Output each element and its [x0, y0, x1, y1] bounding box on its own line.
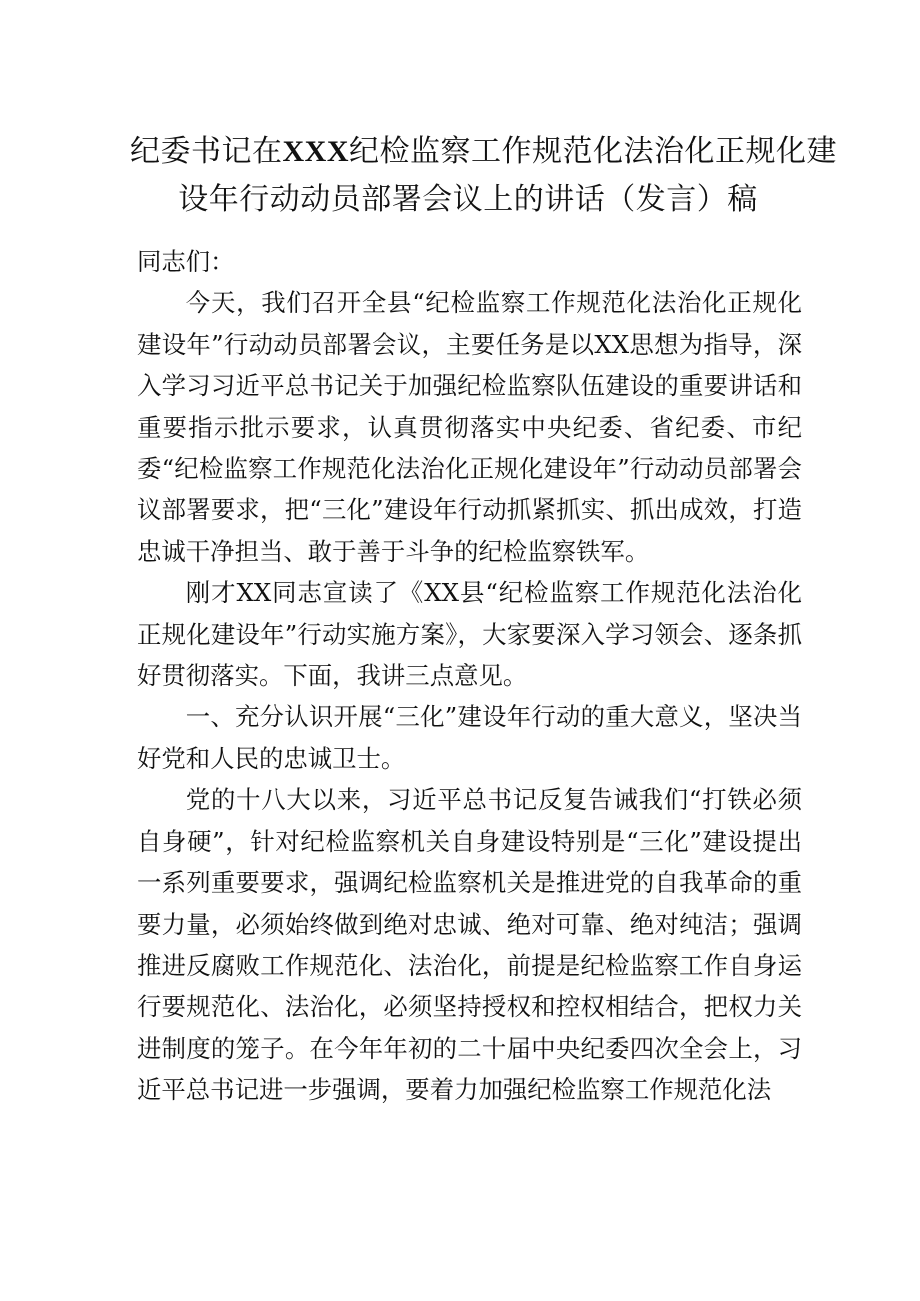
title-line-1-prefix: 纪委书记在 — [130, 134, 283, 169]
title-placeholder-mark: XXX — [282, 135, 349, 168]
salutation: 同志们： — [137, 247, 235, 276]
section-heading-1: 一、充分认识开展“三化”建设年行动的重大意义，坚决当好党和人民的忠诚卫士。 — [137, 702, 802, 773]
document-title — [130, 128, 837, 224]
paragraph-opening: 今天，我们召开全县“纪检监察工作规范化法治化正规化建设年”行动动员部署会议，主要任务是以XX思想为指导，深入学习习近平总书记关于加强纪检监察队伍建设的重要讲话和重要指示批示要求，认真贯彻落实中央纪委、省纪委、市纪委“纪检监察工作规范化法治化正规化建设年”行动动员部署会议部署要求，把“三化”建设年行动抓紧抓实、抓出成效，打造忠诚干净担当、敢于善于斗争的纪检监察铁军。 — [137, 288, 802, 566]
document-body — [137, 241, 802, 1111]
paragraph-plan-reading: 刚才XX同志宣读了《XX县“纪检监察工作规范化法治化正规化建设年”行动实施方案》，大家要深入学习领会、逐条抓好贯彻落实。下面，我讲三点意见。 — [137, 578, 802, 691]
title-line-1 — [130, 128, 837, 176]
title-line-1-suffix: 纪检监察工作规范化法治化正规化建 — [349, 134, 837, 169]
title-line-2: 设年行动动员部署会议上的讲话（发言）稿 — [178, 182, 758, 217]
paragraph-background: 党的十八大以来，习近平总书记反复告诫我们“打铁必须自身硬”，针对纪检监察机关自身建设特别是“三化”建设提出一系列重要要求，强调纪检监察机关是推进党的自我革命的重要力量，必须始终做到绝对忠诚、绝对可靠、绝对纯洁；强调推进反腐败工作规范化、法治化，前提是纪检监察工作自身运行要规范化、法治化，必须坚持授权和控权相结合，把权力关进制度的笼子。在今年年初的二十届中央纪委四次全会上，习近平总书记进一步强调，要着力加强纪检监察工作规范化法 — [137, 785, 802, 1105]
